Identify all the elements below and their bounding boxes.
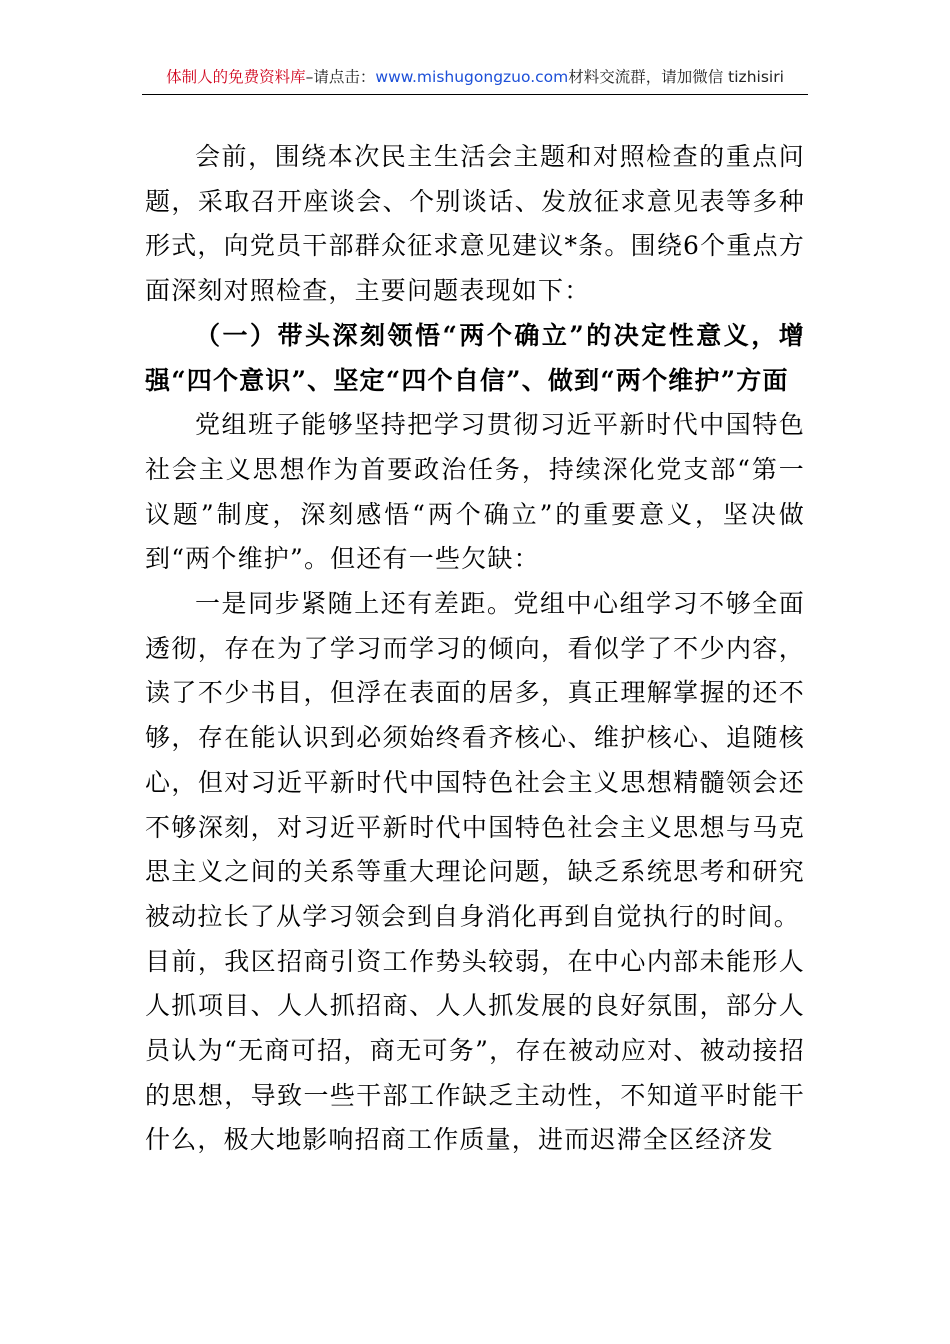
intro-paragraph: 会前，围绕本次民主生活会主题和对照检查的重点问题，采取召开座谈会、个别谈话、发放征求意见表等多种形式，向党员干部群众征求意见建议*条。围绕6个重点方面深刻对照检查，主要问题表现如下： xyxy=(145,142,805,306)
header-prompt-text: –请点击： xyxy=(305,68,376,86)
section-heading-1: （一）带头深刻领悟“两个确立”的决定性意义，增强“四个意识”、坚定“四个自信”、做到“两个维护”方面 xyxy=(145,320,805,395)
header-contact-text: 材料交流群，请加微信 tizhisiri xyxy=(568,68,784,86)
header-site-link[interactable]: www.mishugongzuo.com xyxy=(375,68,569,86)
investment-paragraph: 目前，我区招商引资工作势头较弱，在中心内部未能形人人抓项目、人人抓招商、人人抓发展的良好氛围，部分人员认为“无商可招，商无可务”，存在被动应对、被动接招的思想，导致一些干部工作缺乏主动性，不知道平时能干什么，极大地影响招商工作质量，进而迟滞全区经济发 xyxy=(145,946,805,1155)
document-body xyxy=(145,135,805,1163)
page-header-banner xyxy=(142,64,808,95)
issue-one-paragraph: 一是同步紧随上还有差距。党组中心组学习不够全面透彻，存在为了学习而学习的倾向，看似学了不少内容，读了不少书目，但浮在表面的居多，真正理解掌握的还不够，存在能认识到必须始终看齐核心、维护核心、追随核心，但对习近平新时代中国特色社会主义思想精髓领会还不够深刻，对习近平新时代中国特色社会主义思想与马克思主义之间的关系等重大理论问题，缺乏系统思考和研究被动拉长了从学习领会到自身消化再到自觉执行的时间。 xyxy=(145,589,805,931)
section-summary-paragraph: 党组班子能够坚持把学习贯彻习近平新时代中国特色社会主义思想作为首要政治任务，持续深化党支部“第一议题”制度，深刻感悟“两个确立”的重要意义，坚决做到“两个维护”。但还有一些欠缺： xyxy=(145,410,805,574)
header-brand-text: 体制人的免费资料库 xyxy=(166,68,306,86)
